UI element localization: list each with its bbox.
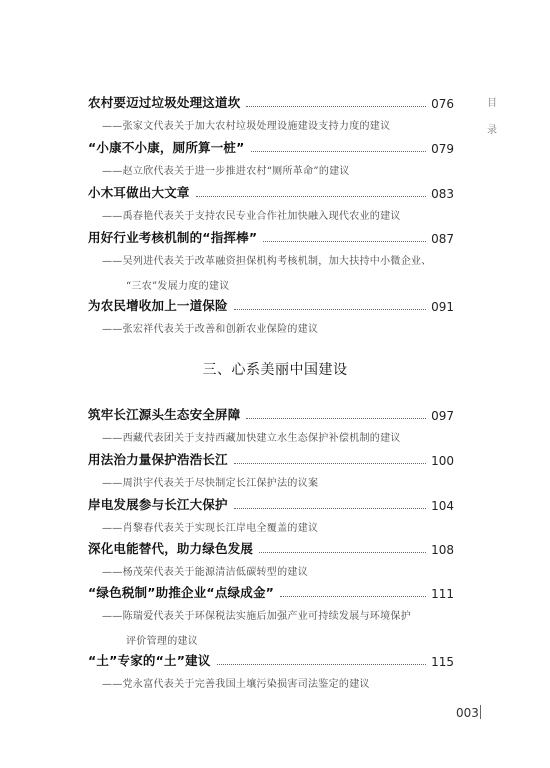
toc-entry[interactable] [88, 138, 454, 179]
dot-leader [280, 596, 426, 597]
entry-subtitle: ——吴列进代表关于改革融资担保机构考核机制，加大扶持中小微企业、 [102, 256, 432, 267]
entry-page: 087 [431, 232, 454, 246]
entry-page: 076 [431, 97, 454, 111]
entry-page: 108 [431, 543, 454, 557]
entry-subtitle: ——禹春艳代表关于支持农民专业合作社加快融入现代农业的建议 [102, 211, 401, 222]
toc-entry[interactable] [88, 228, 454, 292]
entry-page: 083 [431, 187, 454, 201]
entry-page: 091 [431, 300, 454, 314]
entry-page: 100 [431, 454, 454, 468]
dot-leader [246, 418, 426, 419]
entry-subtitle: ——赵立欣代表关于进一步推进农村“厕所革命”的建议 [102, 166, 350, 177]
entry-title[interactable]: 深化电能替代，助力绿色发展 [88, 541, 254, 556]
entry-page: 104 [431, 499, 454, 513]
entry-page: 111 [431, 587, 454, 601]
entry-subtitle: ——陈瑞爱代表关于环保税法实施后加强产业可持续发展与环境保护 [102, 611, 411, 622]
entry-subtitle-continued: “三农”发展力度的建议 [126, 281, 230, 292]
entry-page: 115 [431, 655, 454, 669]
toc-entry[interactable] [88, 405, 454, 446]
side-label-mu: 目 [487, 98, 497, 109]
entry-subtitle: ——杨茂荣代表关于能源清洁低碳转型的建议 [102, 567, 308, 578]
page-number: 003 [456, 706, 479, 720]
dot-leader [196, 196, 426, 197]
page-number-divider [480, 705, 481, 719]
entry-title[interactable]: 为农民增收加上一道保险 [88, 298, 228, 313]
toc-entry[interactable] [88, 539, 454, 580]
entry-title[interactable]: “土”专家的“土”建议 [88, 653, 211, 668]
dot-leader [251, 151, 427, 152]
dot-leader [234, 309, 426, 310]
entry-subtitle-continued: 评价管理的建议 [126, 636, 199, 647]
entry-title[interactable]: 小木耳做出大文章 [88, 185, 190, 200]
dot-leader [217, 664, 427, 665]
dot-leader [234, 463, 426, 464]
entry-subtitle: ——西藏代表团关于支持西藏加快建立水生态保护补偿机制的建议 [102, 433, 401, 444]
dot-leader [263, 241, 426, 242]
entry-title[interactable]: 岸电发展参与长江大保护 [88, 497, 228, 512]
toc-entry[interactable] [88, 651, 454, 692]
entry-title[interactable]: 筑牢长江源头生态安全屏障 [88, 407, 241, 422]
dot-leader [246, 106, 426, 107]
dot-leader [259, 552, 426, 553]
entry-subtitle: ——张家文代表关于加大农村垃圾处理设施建设支持力度的建议 [102, 121, 391, 132]
entry-title[interactable]: “小康不小康，厕所算一桩” [88, 140, 245, 155]
entry-title[interactable]: 用法治力量保护浩浩长江 [88, 452, 228, 467]
toc-entry[interactable] [88, 183, 454, 224]
toc-entry[interactable] [88, 495, 454, 536]
entry-subtitle: ——周洪宇代表关于尽快制定长江保护法的议案 [102, 478, 319, 489]
entry-subtitle: ——肖黎春代表关于实现长江岸电全覆盖的建议 [102, 523, 319, 534]
entry-page: 079 [431, 142, 454, 156]
side-label-lu: 录 [487, 125, 497, 136]
entry-title[interactable]: 农村要迈过垃圾处理这道坎 [88, 95, 241, 110]
entry-subtitle: ——党永富代表关于完善我国土壤污染损害司法鉴定的建议 [102, 679, 370, 690]
toc-entry[interactable] [88, 583, 454, 647]
toc-entry[interactable] [88, 450, 454, 491]
toc-entry[interactable] [88, 93, 454, 134]
entry-title[interactable]: 用好行业考核机制的“指挥棒” [88, 230, 258, 245]
entry-subtitle: ——张宏祥代表关于改善和创新农业保险的建议 [102, 324, 319, 335]
entry-page: 097 [431, 409, 454, 423]
section-heading[interactable]: 三、心系美丽中国建设 [202, 362, 348, 378]
toc-entry[interactable] [88, 296, 454, 337]
entry-title[interactable]: “绿色税制”助推企业“点绿成金” [88, 585, 275, 600]
dot-leader [234, 508, 426, 509]
